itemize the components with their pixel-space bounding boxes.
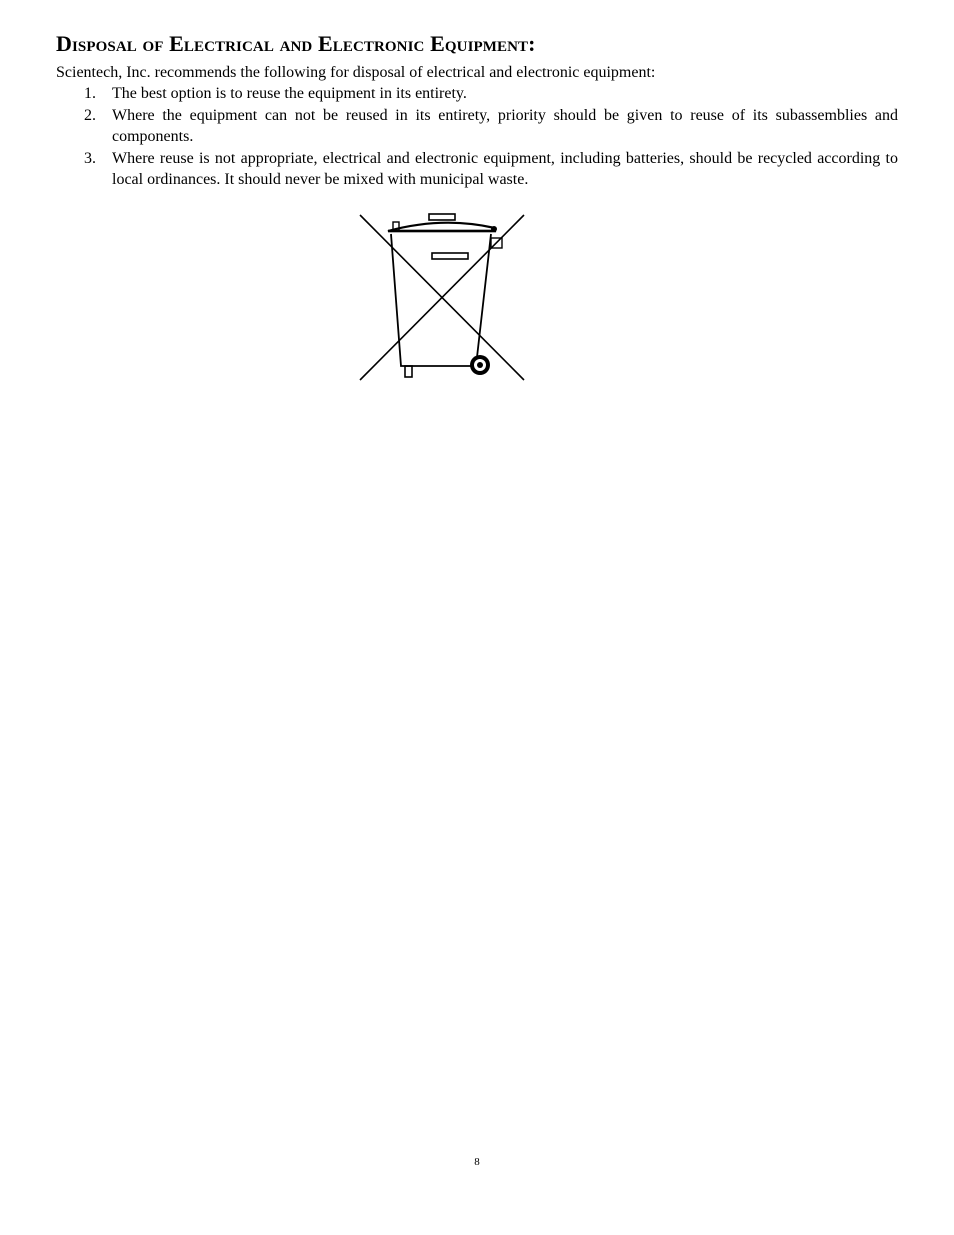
list-item [56,148,898,191]
disposal-recommendations-list [56,83,898,191]
list-item-text: Where reuse is not appropriate, electrical and electronic equipment, including batteries, should be recycled according to local ordinances. It should never be mixed with municipal waste. [112,149,898,188]
intro-paragraph: Scientech, Inc. recommends the following for disposal of electrical and electronic equipment: [56,64,656,81]
page-number: 8 [474,1156,480,1168]
section-heading: Disposal of Electrical and Electronic Equipment: [56,31,536,56]
list-item-number: 3. [84,149,96,167]
list-item-number: 1. [84,85,96,102]
crossed-out-wheelie-bin-icon [358,210,528,384]
list-item [56,105,898,148]
list-item-text: The best option is to reuse the equipment in its entirety. [112,85,467,102]
list-item [56,83,898,105]
list-item-text: Where the equipment can not be reused in its entirety, priority should be given to reuse of its subassemblies and components. [112,106,898,145]
list-item-number: 2. [84,106,96,124]
